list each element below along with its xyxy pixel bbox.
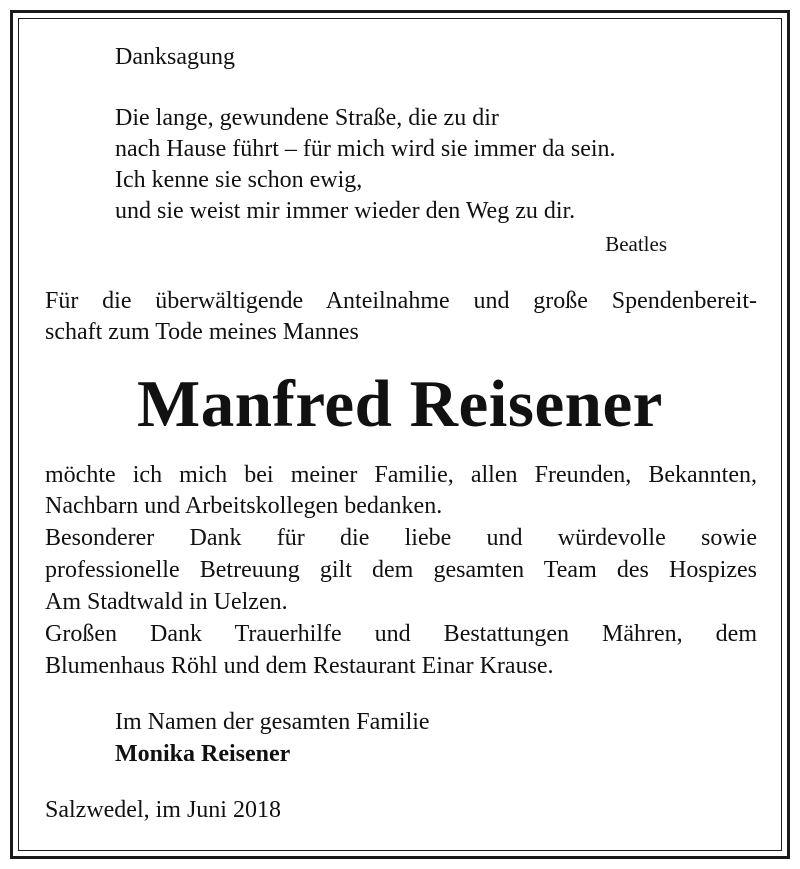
poem-line: Die lange, gewundene Straße, die zu dir [115, 105, 499, 131]
body-line: Nachbarn und Arbeitskollegen bedanken. [45, 493, 443, 519]
intro-line: schaft zum Tode meines Mannes [45, 319, 359, 345]
body-line: Am Stadtwald in Uelzen. [45, 589, 288, 615]
intro-line: Für die überwältigende Anteilnahme und große Spendenbereit- [45, 288, 757, 314]
signature-line: Im Namen der gesamten Familie [115, 709, 430, 735]
poem-line: Ich kenne sie schon ewig, [115, 167, 363, 193]
heading: Danksagung [115, 44, 235, 70]
poem-credit: Beatles [605, 232, 667, 256]
body-line: Besonderer Dank für die liebe und würdevolle sowie [45, 525, 757, 551]
signature-name: Monika Reisener [115, 741, 291, 767]
body-line: möchte ich mich bei meiner Familie, allen Freunden, Bekannten, [45, 462, 757, 488]
place-date: Salzwedel, im Juni 2018 [45, 797, 281, 823]
poem-line: nach Hause führt – für mich wird sie immer da sein. [115, 136, 616, 162]
poem-line: und sie weist mir immer wieder den Weg zu dir. [115, 198, 576, 224]
deceased-name: Manfred Reisener [137, 367, 663, 441]
body-line: Großen Dank Trauerhilfe und Bestattungen Mähren, dem [45, 621, 757, 647]
body-line: Blumenhaus Röhl und dem Restaurant Einar Krause. [45, 653, 554, 679]
body-line: professionelle Betreuung gilt dem gesamten Team des Hospizes [45, 557, 757, 583]
